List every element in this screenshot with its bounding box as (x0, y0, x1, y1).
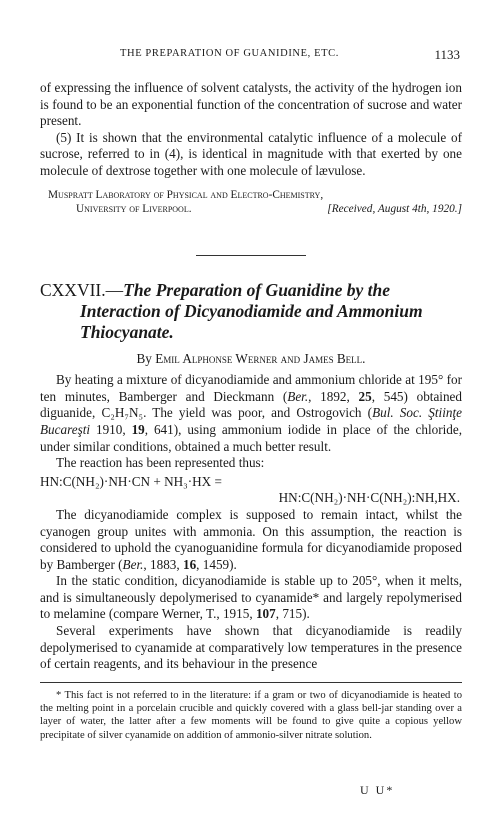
article-title (40, 280, 462, 343)
authors-prefix: By (136, 350, 152, 366)
title-line-3: Thiocyanate. (80, 321, 174, 342)
conclusion-paragraph-5: (5) It is shown that the environmental catalytic influence of a molecule of sucrose, referred to in (4), is identical in magnitude with that exerted by one molecule of dextrose together with one molecule of lævulose. (40, 129, 462, 178)
paragraph-1: By heating a mixture of dicyanodiamide and ammonium chloride at 195° for ten minutes, Bamberger and Dieckmann (Ber., 1892, 25, 545) obtained diguanide, C₂H₇N₅. The yield was poor, and Ostrogovich (Bul. Soc. Ştiinţe Bucareşti 1910, 19, 641), using ammonium iodide in place of the chloride, under similar conditions, obtained a much better result. (40, 372, 463, 454)
received-date: [Received, August 4th, 1920.] (327, 203, 462, 216)
laboratory-name: Muspratt Laboratory of Physical and Electro-Chemistry, (48, 188, 324, 201)
equation-line-1: HN:C(NH₂)·NH·CN + NH₃·HX = (40, 473, 222, 489)
page-header (40, 48, 460, 66)
paragraph-5: Several experiments have shown that dicyanodiamide is readily depolymerised to cyanamide at comparatively low temperatures in the presence of certain reagents, and its behaviour in the presence (40, 623, 462, 672)
page-body (40, 80, 462, 742)
section-divider (196, 255, 306, 256)
running-title: THE PREPARATION OF GUANIDINE, ETC. (120, 48, 339, 59)
title-line-1: The Preparation of Guanidine by the (123, 279, 391, 300)
university-name: University of Liverpool. (76, 203, 192, 216)
affiliation-block (40, 188, 462, 217)
equation-line-2: HN:C(NH₂)·NH·C(NH₂):NH,HX. (278, 490, 460, 506)
article-number: CXXVII.— (40, 279, 124, 300)
footnote: * This fact is not referred to in the literature: if a gram or two of dicyanodiamide is heated to the melting point in a porcelain crucible and quickly covered with a glass bell-jar standing over a layer of water, the latter after a few moments will be found to give quite a copious yellow precipitate of silver cyanamide on addition of ammonio-silver nitrate solution. (40, 689, 462, 741)
signature-mark: U U* (360, 783, 395, 797)
paragraph-4: In the static condition, dicyanodiamide is stable up to 205°, when it melts, and is simultaneously depolymerised to cyanamide* and largely repolymerised to melamine (compare Werner, T., 1915, 107, 715). (40, 573, 462, 622)
continuation-paragraph: of expressing the influence of solvent catalysts, the activity of the hydrogen ion is found to be an exponential function of the concentration of sucrose and water present. (40, 80, 462, 129)
page-number: 1133 (434, 47, 460, 62)
paragraph-3: The dicyanodiamide complex is supposed to remain intact, whilst the cyanogen group unites with ammonia. On this assumption, the reaction is considered to uphold the cyanoguanidine formula for dicyanodiamide proposed by Bamberger (Ber., 1883, 16, 1459). (40, 506, 462, 572)
paragraph-2: The reaction has been represented thus: (56, 455, 265, 471)
author-names: Emil Alphonse Werner and James Bell. (155, 350, 366, 366)
title-line-2: Interaction of Dicyanodiamide and Ammonium (80, 300, 423, 321)
reaction-equation (40, 474, 462, 507)
footnote-divider (40, 682, 462, 683)
authors-line (40, 351, 462, 368)
affiliation-line-2 (40, 202, 462, 217)
